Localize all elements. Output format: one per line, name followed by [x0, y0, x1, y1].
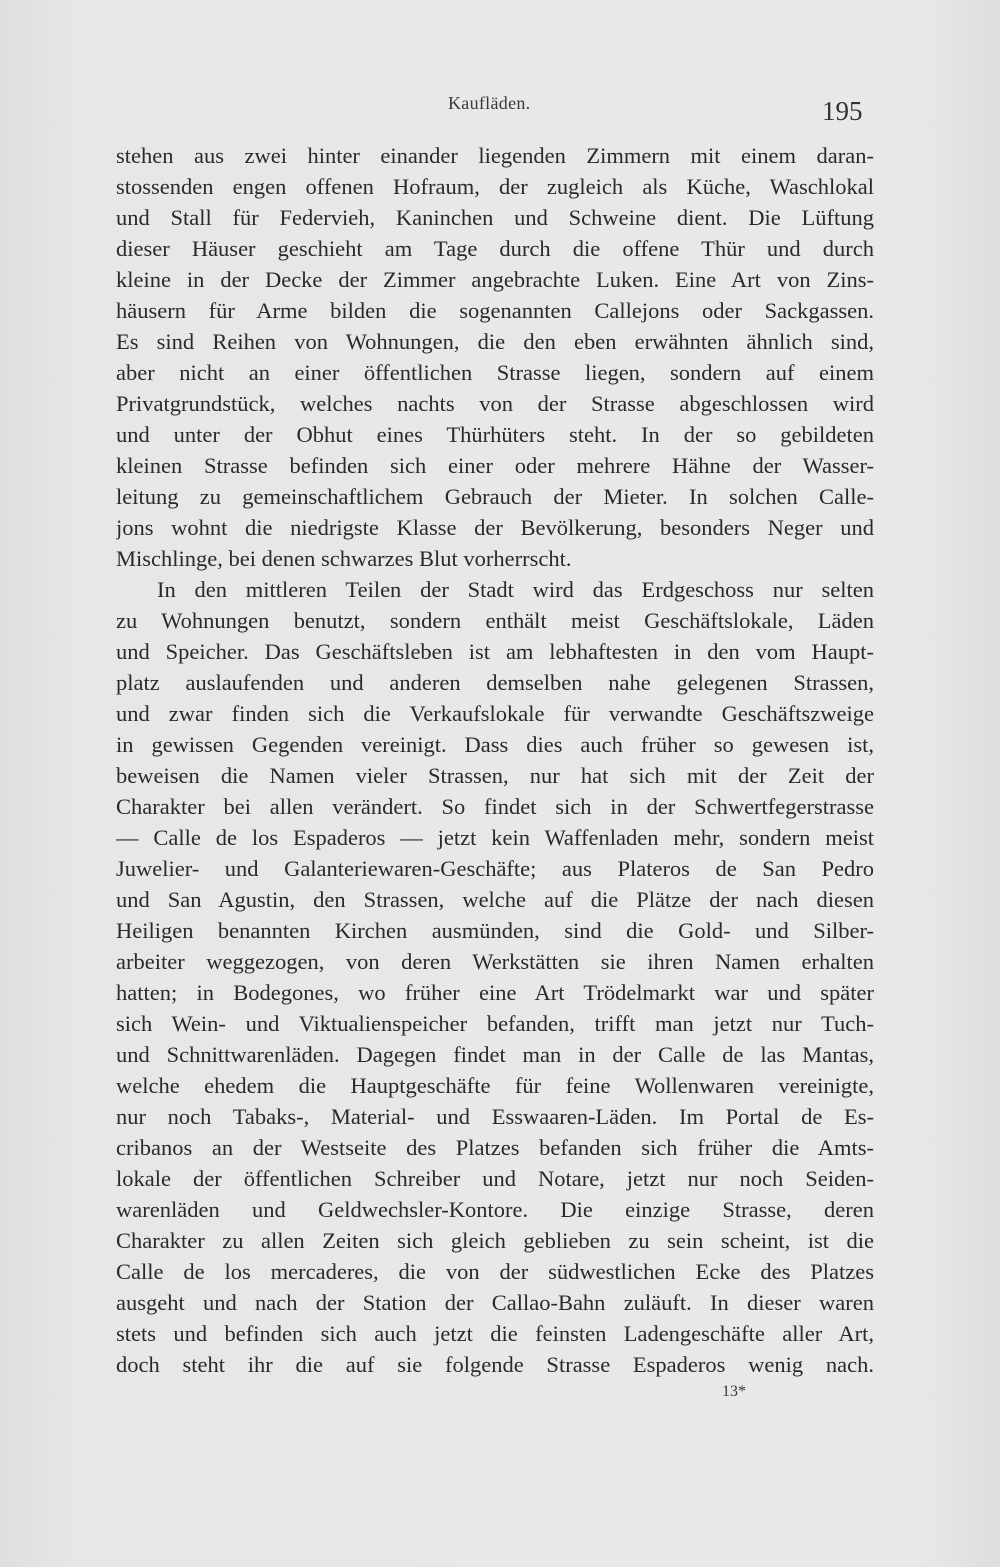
text-line: ausgeht und nach der Station der Callao-Bahn zuläuft. In dieser waren: [116, 1290, 874, 1315]
text-line: doch steht ihr die auf sie folgende Strasse Espaderos wenig nach.: [116, 1352, 874, 1377]
signature-mark: 13*: [722, 1383, 746, 1400]
text-line: — Calle de los Espaderos — jetzt kein Waffenladen mehr, sondern meist: [116, 825, 874, 850]
text-line: und Schnittwarenläden. Dagegen findet man in der Calle de las Mantas,: [116, 1042, 874, 1067]
text-line: stehen aus zwei hinter einander liegenden Zimmern mit einem daran-: [116, 143, 874, 168]
text-line: Mischlinge, bei denen schwarzes Blut vorherrscht.: [116, 546, 572, 571]
text-line: Calle de los mercaderes, die von der südwestlichen Ecke des Platzes: [116, 1259, 874, 1284]
text-line: leitung zu gemeinschaftlichem Gebrauch der Mieter. In solchen Calle-: [116, 484, 874, 509]
text-line: warenläden und Geldwechsler-Kontore. Die einzige Strasse, deren: [116, 1197, 874, 1222]
text-line: Charakter zu allen Zeiten sich gleich geblieben zu sein scheint, ist die: [116, 1228, 874, 1253]
text-line: stets und befinden sich auch jetzt die feinsten Ladengeschäfte aller Art,: [116, 1321, 874, 1346]
text-line: platz auslaufenden und anderen demselben nahe gelegenen Strassen,: [116, 670, 874, 695]
text-line: Heiligen benannten Kirchen ausmünden, sind die Gold- und Silber-: [116, 918, 874, 943]
text-line: und San Agustin, den Strassen, welche auf die Plätze der nach diesen: [116, 887, 874, 912]
text-line: dieser Häuser geschieht am Tage durch die offene Thür und durch: [116, 236, 874, 261]
text-line: und unter der Obhut eines Thürhüters steht. In der so gebildeten: [116, 422, 874, 447]
text-line: kleinen Strasse befinden sich einer oder mehrere Hähne der Wasser-: [116, 453, 874, 478]
text-line: aber nicht an einer öffentlichen Strasse liegen, sondern auf einem: [116, 360, 874, 385]
text-line: stossenden engen offenen Hofraum, der zugleich als Küche, Waschlokal: [116, 174, 874, 199]
text-line: Juwelier- und Galanteriewaren-Geschäfte; aus Plateros de San Pedro: [116, 856, 874, 881]
text-line: Charakter bei allen verändert. So findet sich in der Schwertfegerstrasse: [116, 794, 874, 819]
text-line: Es sind Reihen von Wohnungen, die den eben erwähnten ähnlich sind,: [116, 329, 874, 354]
text-line: welche ehedem die Hauptgeschäfte für feine Wollenwaren vereinigte,: [116, 1073, 874, 1098]
text-line: in gewissen Gegenden vereinigt. Dass dies auch früher so gewesen ist,: [116, 732, 874, 757]
text-line: zu Wohnungen benutzt, sondern enthält meist Geschäftslokale, Läden: [116, 608, 874, 633]
text-line: und Speicher. Das Geschäftsleben ist am lebhaftesten in den vom Haupt-: [116, 639, 874, 664]
text-line: arbeiter weggezogen, von deren Werkstätten sie ihren Namen erhalten: [116, 949, 874, 974]
page-number: 195: [822, 96, 863, 126]
text-line: nur noch Tabaks-, Material- und Esswaaren-Läden. Im Portal de Es-: [116, 1104, 874, 1129]
text-line: sich Wein- und Viktualienspeicher befanden, trifft man jetzt nur Tuch-: [116, 1011, 874, 1036]
text-line: beweisen die Namen vieler Strassen, nur hat sich mit der Zeit der: [116, 763, 874, 788]
paragraph-start-line: In den mittleren Teilen der Stadt wird das Erdgeschoss nur selten: [157, 577, 874, 602]
body-text: [116, 140, 874, 1380]
text-line: und Stall für Federvieh, Kaninchen und Schweine dient. Die Lüftung: [116, 205, 874, 230]
text-line: lokale der öffentlichen Schreiber und Notare, jetzt nur noch Seiden-: [116, 1166, 874, 1191]
text-line: Privatgrundstück, welches nachts von der Strasse abgeschlossen wird: [116, 391, 874, 416]
text-line: cribanos an der Westseite des Platzes befanden sich früher die Amts-: [116, 1135, 874, 1160]
running-head: Kaufläden.: [448, 93, 531, 113]
text-line: häusern für Arme bilden die sogenannten Callejons oder Sackgassen.: [116, 298, 874, 323]
text-line: und zwar finden sich die Verkaufslokale für verwandte Geschäftszweige: [116, 701, 874, 726]
text-line: hatten; in Bodegones, wo früher eine Art Trödelmarkt war und später: [116, 980, 874, 1005]
text-line: jons wohnt die niedrigste Klasse der Bevölkerung, besonders Neger und: [116, 515, 874, 540]
text-line: kleine in der Decke der Zimmer angebrachte Luken. Eine Art von Zins-: [116, 267, 874, 292]
